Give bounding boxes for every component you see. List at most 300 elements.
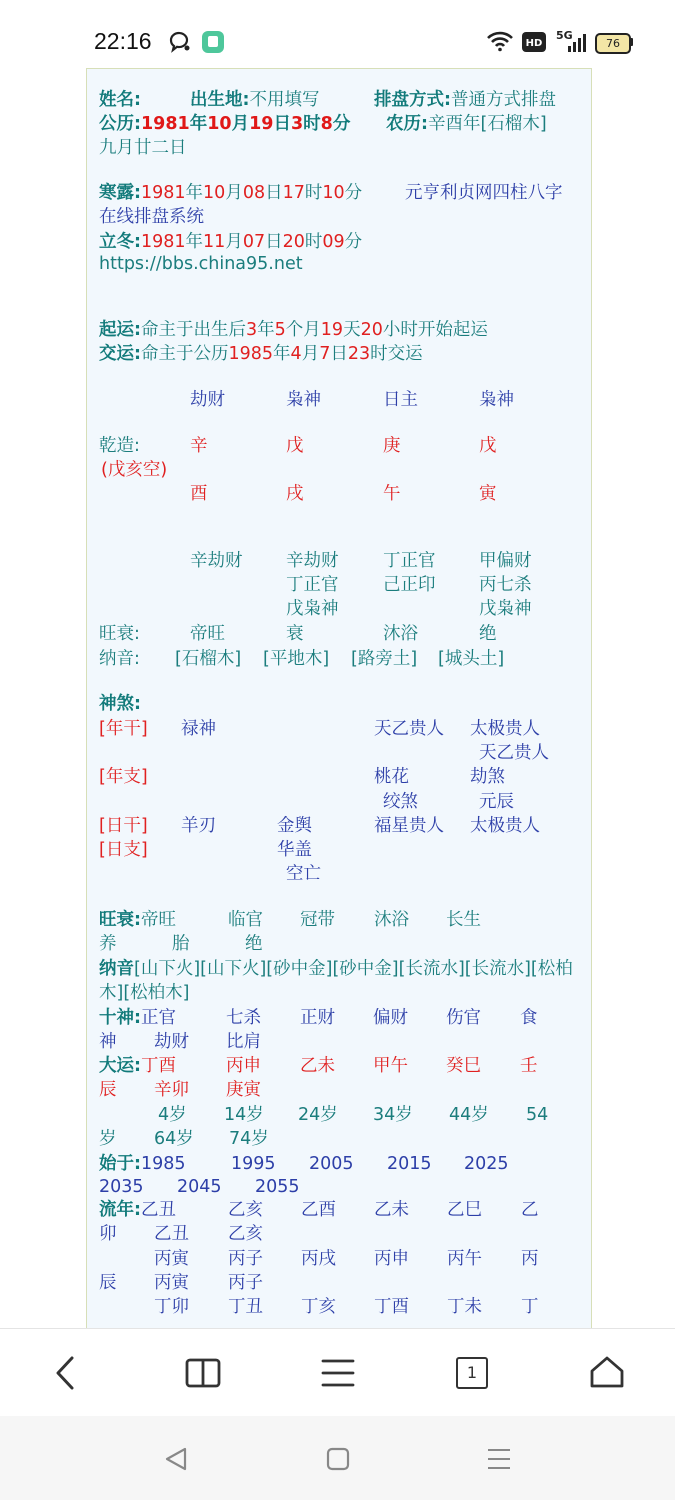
result-text: 壬 [520,1056,538,1076]
result-text: 桃花 [374,767,409,787]
result-line [277,838,312,862]
result-line [526,1103,548,1127]
result-text: 10 [322,183,345,203]
result-text: 戌 [286,484,304,504]
result-text: 枭神 [479,390,514,410]
result-line [301,1198,336,1222]
result-text: 年 [257,320,275,340]
battery-level: 76 [606,37,620,50]
result-text: 时 [303,114,321,134]
result-text: 2055 [255,1177,300,1197]
result-line [521,1247,539,1271]
result-text: 年 [185,183,204,203]
result-text: 10 [207,114,232,134]
result-line [99,1175,144,1199]
result-text: 丁卯 [154,1297,189,1317]
result-text: 分 [344,183,363,203]
result-line [190,434,208,458]
result-text: 时 [304,183,323,203]
result-line [158,1103,187,1127]
result-line [181,814,216,838]
result-text: 乙 [521,1200,539,1220]
result-text: 辛 [190,436,208,456]
result-line [286,622,304,646]
result-text: 1981 [141,232,186,252]
result-text: 丁丑 [228,1297,263,1317]
result-text: 乙丑 [141,1200,176,1220]
result-line [383,482,401,506]
result-text: 14岁 [224,1105,264,1125]
result-line [464,1152,509,1176]
result-line [286,434,304,458]
result-text: [石榴木] [175,649,242,669]
result-line [99,136,187,160]
result-line [373,1103,413,1127]
result-text: 月 [231,114,250,134]
result-line [447,1247,482,1271]
result-line [245,932,263,956]
result-text: 正财 [300,1008,335,1028]
result-text: 立冬: [99,232,141,252]
result-text: 公历: [99,114,141,134]
result-text: 普通方式排盘 [451,90,556,110]
result-line [449,1103,489,1127]
result-text: 元辰 [479,792,514,812]
result-line [228,1198,263,1222]
result-text: 丁亥 [301,1297,336,1317]
result-line [386,112,547,136]
result-text: 临官 [228,910,263,930]
result-text: 10 [203,183,226,203]
app-notification-icon [201,30,225,54]
result-text: 丙 [521,1249,539,1269]
result-text: 丁正官 [383,551,436,571]
result-text: 辛劫财 [190,551,243,571]
result-text: 20 [360,320,383,340]
result-text: 太极贵人 [470,719,540,739]
result-text: 08 [242,183,266,203]
result-line [374,1198,409,1222]
result-text: 日 [265,232,283,252]
result-line [383,573,436,597]
result-text: 甲偏财 [479,551,532,571]
result-text: 丁酉 [374,1297,409,1317]
result-line [99,932,117,956]
result-text: 七杀 [226,1008,261,1028]
result-line [99,318,488,342]
result-text: 分 [332,114,351,134]
result-text: 甲午 [373,1056,408,1076]
result-text: 丙寅 [154,1249,189,1269]
result-text: 丁 [521,1297,539,1317]
signal-icon [566,33,588,53]
result-line [154,1078,189,1102]
result-text: [日支] [99,840,148,860]
result-line [154,1247,189,1271]
result-text: 劫煞 [470,767,505,787]
result-text: 流年: [99,1200,141,1220]
result-text: 丁未 [447,1297,482,1317]
result-text: 丙戌 [301,1249,336,1269]
result-text: 大运: [99,1056,141,1076]
result-line [521,1295,539,1319]
tabs-icon[interactable]: 1 [456,1357,488,1389]
result-line [99,434,140,458]
result-text: 乙亥 [228,1224,263,1244]
result-line [101,458,167,482]
result-text: 月 [301,344,320,364]
result-text: 不用填写 [249,90,320,110]
result-line [190,482,208,506]
result-line [229,1127,269,1151]
result-line [255,1175,300,1199]
result-text: 2025 [464,1154,509,1174]
result-line [300,908,335,932]
result-line [286,862,321,886]
result-line [99,981,189,1005]
result-line [520,1054,538,1078]
result-line [479,388,514,412]
result-text: 午 [383,484,401,504]
result-text: 岁 [99,1129,117,1149]
result-text: 日主 [383,390,418,410]
result-line [447,1295,482,1319]
result-text: 20 [282,232,305,252]
result-text: 沐浴 [383,624,418,644]
result-line [374,1295,409,1319]
result-text: 己正印 [383,575,436,595]
battery-tip [630,38,633,46]
result-text: 辛劫财 [286,551,339,571]
result-text: 4岁 [158,1105,187,1125]
home-square-icon[interactable] [325,1446,351,1472]
result-text: 沐浴 [374,910,409,930]
result-line [228,1222,263,1246]
result-text: 丙午 [447,1249,482,1269]
result-text: 戊枭神 [286,599,339,619]
result-text: 在线排盘系统 [99,207,204,227]
result-line [470,765,505,789]
result-line [99,1127,117,1151]
result-text: [日干] [99,816,148,836]
result-line [383,549,436,573]
result-text: 寅 [479,484,497,504]
result-text: 福星贵人 [374,816,444,836]
svg-text:HD: HD [525,38,543,49]
result-text: 旺衰: [99,910,141,930]
result-line [99,647,140,671]
result-text: 1995 [231,1154,276,1174]
result-line [446,1054,481,1078]
result-text: 乙亥 [228,1200,263,1220]
result-text: 戊 [286,436,304,456]
result-line [309,1152,354,1176]
result-text: 养 [99,934,117,954]
bookmarks-icon[interactable] [185,1357,221,1389]
result-text: 姓名: [99,90,141,110]
result-text: 卯 [99,1224,117,1244]
result-line [224,1103,264,1127]
browser-toolbar [0,1328,675,1417]
result-line [99,342,423,366]
result-line [190,388,225,412]
result-text: 交运: [99,344,141,364]
result-line [447,1198,482,1222]
result-line [154,1127,194,1151]
result-text: 乙未 [300,1056,335,1076]
result-text: 年 [185,232,204,252]
result-line [387,1152,432,1176]
result-line [479,573,532,597]
result-text: 命主于公历 [141,344,229,364]
result-text: 九月廿二日 [99,138,187,158]
result-text: 3 [290,114,304,134]
result-line [300,1054,335,1078]
result-line [99,717,148,741]
result-text: 冠带 [300,910,335,930]
result-text: 乙酉 [301,1200,336,1220]
result-line [286,388,321,412]
result-text: 戊枭神 [479,599,532,619]
result-line [99,1271,117,1295]
result-text: 64岁 [154,1129,194,1149]
result-text: [平地木] [263,649,330,669]
result-line [383,790,418,814]
result-line [479,549,532,573]
result-line [446,908,481,932]
result-text: 纳音 [99,959,134,979]
result-line [99,814,148,838]
back-icon[interactable] [52,1355,80,1391]
result-text: 丙申 [374,1249,409,1269]
result-line [99,1152,186,1176]
result-line [226,1006,261,1030]
result-text: 天乙贵人 [479,743,549,763]
result-line [226,1030,261,1054]
back-triangle-icon[interactable] [163,1446,189,1472]
result-line [374,814,444,838]
result-text: 年 [189,114,208,134]
result-line [99,908,176,932]
result-text: 分 [344,232,363,252]
result-line [521,1198,539,1222]
result-line [479,741,549,765]
result-text: 7 [319,344,331,364]
result-line [231,1152,276,1176]
result-text: 寒露: [99,183,141,203]
result-text: 偏财 [373,1008,408,1028]
result-text: 1981 [141,114,190,134]
result-text: (戊亥空) [101,460,168,480]
result-text: 庚寅 [226,1080,261,1100]
result-text: 天 [343,320,361,340]
result-line [226,1054,261,1078]
result-line [99,205,204,229]
battery-icon [595,33,631,54]
result-line [286,482,304,506]
result-line [99,1198,176,1222]
result-text: 神煞: [99,694,141,714]
result-text: 旺衰: [99,624,140,644]
result-line [405,181,563,205]
result-text: 小时开始起运 [382,320,488,340]
result-text: 辰 [99,1273,117,1293]
result-line [190,622,225,646]
result-line [99,1222,117,1246]
result-text: 2035 [99,1177,144,1197]
result-text: 绞煞 [383,792,418,812]
result-text: 丁酉 [141,1056,176,1076]
result-line [99,622,140,646]
result-line [228,1271,263,1295]
result-text: 乾造: [99,436,140,456]
result-line [99,88,141,112]
result-text: 丙子 [228,1249,263,1269]
home-icon[interactable] [589,1355,625,1389]
result-line [99,1054,176,1078]
result-text: 个月 [285,320,321,340]
result-line [99,252,303,276]
result-line [479,482,497,506]
result-text: https://bbs.china95.net [99,254,303,274]
result-line [351,647,417,671]
wifi-icon [486,30,514,52]
result-text: 金舆 [277,816,312,836]
result-text: 09 [322,232,345,252]
result-line [300,1006,335,1030]
result-text: 19 [249,114,274,134]
result-line [286,573,339,597]
result-text: 1981 [141,183,186,203]
result-line [190,88,320,112]
result-line [470,717,540,741]
result-text: 元亨利贞网四柱八字 [405,183,563,203]
result-text: 帝旺 [141,910,176,930]
menu-icon[interactable] [320,1357,356,1389]
result-text: 2005 [309,1154,354,1174]
result-text: 辰 [99,1080,117,1100]
result-line [298,1103,338,1127]
result-text: 时 [304,232,323,252]
result-line [373,1054,408,1078]
result-text: 纳音: [99,649,140,669]
result-line [479,622,497,646]
result-line [226,1078,261,1102]
result-line [181,717,216,741]
result-text: 木][松柏木] [99,983,190,1003]
result-line [301,1295,336,1319]
result-line [263,647,329,671]
result-line [479,790,514,814]
result-text: 天乙贵人 [374,719,444,739]
result-text: 羊刃 [181,816,216,836]
result-text: 比肩 [226,1032,261,1052]
result-text: 食 [520,1008,538,1028]
result-line [99,957,573,981]
result-text: 绝 [479,624,497,644]
result-line [383,434,401,458]
result-line [446,1006,481,1030]
result-text: 1985 [228,344,274,364]
hd-icon [521,31,547,53]
result-line [154,1030,189,1054]
network-type: 5G [556,29,573,42]
result-text: 日 [273,114,291,134]
result-text: 74岁 [229,1129,269,1149]
result-line [99,1078,117,1102]
result-text: 5 [274,320,286,340]
result-text: 十神: [99,1008,141,1028]
result-line [374,717,444,741]
result-text: 11 [203,232,226,252]
result-line [99,765,148,789]
result-text: 乙未 [374,1200,409,1220]
chat-notification-icon [168,31,192,53]
result-text: 辛卯 [154,1080,189,1100]
result-text: 24岁 [298,1105,338,1125]
system-navigation-bar [0,1416,675,1500]
result-line [190,549,243,573]
result-text: 4 [290,344,302,364]
result-text: 日 [330,344,348,364]
result-text: 劫财 [154,1032,189,1052]
result-text: 命主于出生后 [141,320,246,340]
result-text: 丙寅 [154,1273,189,1293]
result-text: 伤官 [446,1008,481,1028]
result-text: 禄神 [181,719,216,739]
result-line [479,597,532,621]
result-text: 2015 [387,1154,432,1174]
result-text: [城头土] [438,649,505,669]
result-line [99,112,350,136]
result-line [374,765,409,789]
result-text: [年支] [99,767,148,787]
result-text: 月 [225,232,243,252]
result-line [154,1271,189,1295]
result-text: 19 [320,320,344,340]
result-line [479,434,497,458]
result-text: 空亡 [286,864,321,884]
result-text: 酉 [190,484,208,504]
recents-icon[interactable] [486,1446,512,1472]
result-line [172,932,190,956]
result-text: 1985 [141,1154,186,1174]
result-line [99,1006,176,1030]
result-text: 帝旺 [190,624,225,644]
result-line [383,388,418,412]
result-text: 长生 [446,910,481,930]
result-text: 乙巳 [447,1200,482,1220]
result-text: 丙七杀 [479,575,532,595]
result-text: 绝 [245,934,263,954]
result-text: 丙申 [226,1056,261,1076]
result-line [228,1247,263,1271]
result-line [286,597,339,621]
result-text: 排盘方式: [374,90,451,110]
result-text: [山下火][山下火][砂中金][砂中金][长流水][长流水][松柏 [134,959,573,979]
result-line [520,1006,538,1030]
result-line [99,230,362,254]
result-line [154,1295,189,1319]
result-text: 农历: [386,114,428,134]
result-line [374,1247,409,1271]
result-text: 正官 [141,1008,176,1028]
result-text: 3 [246,320,258,340]
result-text: 劫财 [190,390,225,410]
result-line [154,1222,189,1246]
result-text: 枭神 [286,390,321,410]
result-text: 34岁 [373,1105,413,1125]
